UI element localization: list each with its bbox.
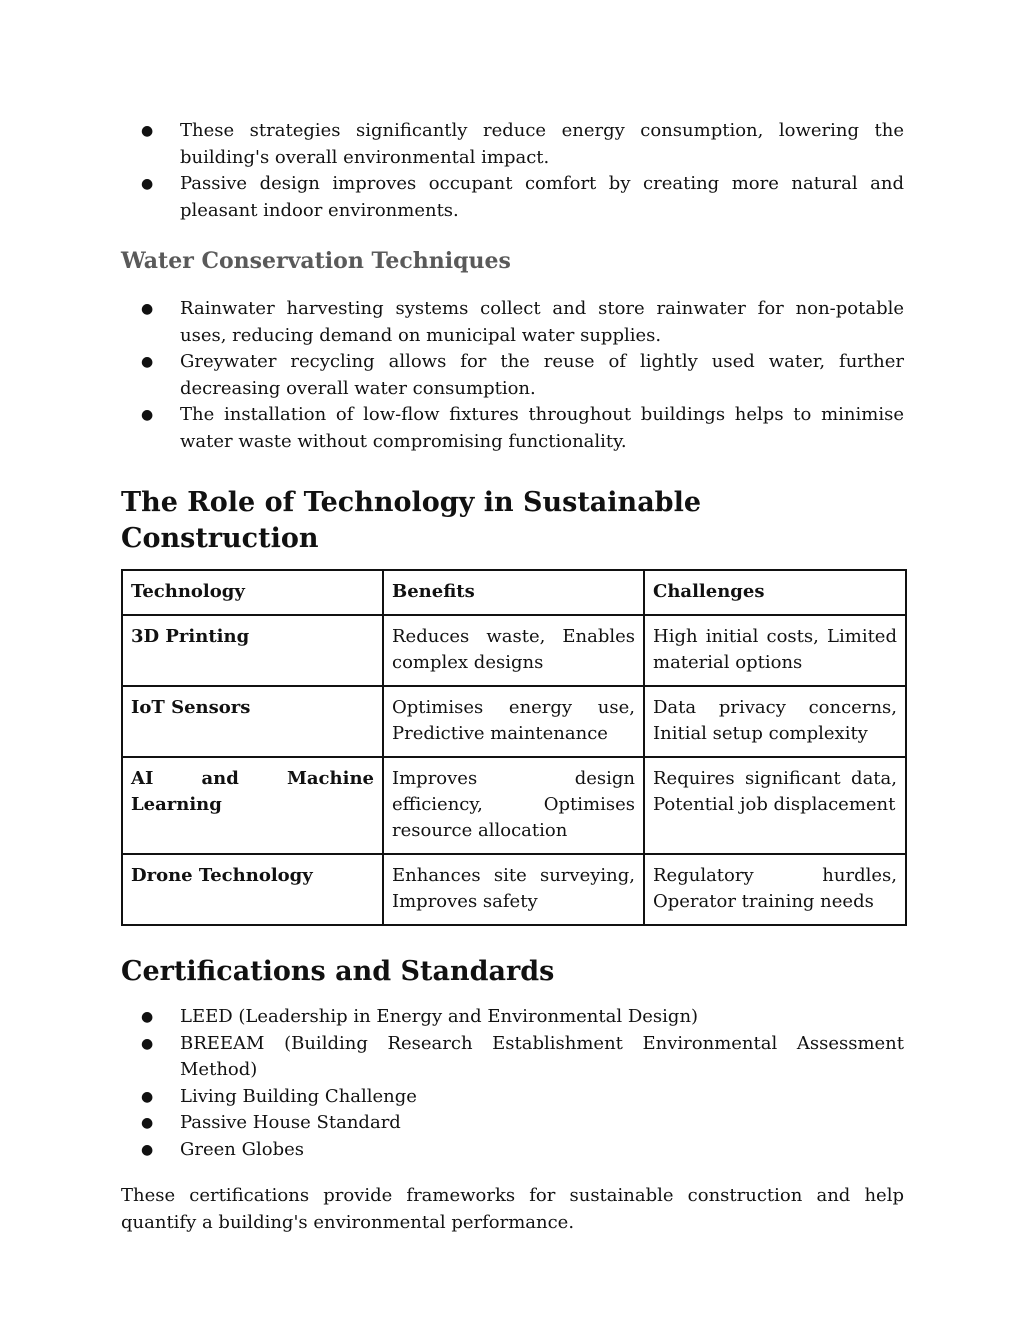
technology-table <box>121 569 907 926</box>
table-header-cell: Challenges <box>644 570 906 615</box>
table-header-row <box>122 570 906 615</box>
list-item: ● BREEAM (Building Research Establishment Environmental Assessment Method) <box>141 1032 904 1080</box>
table-header-cell: Technology <box>122 570 383 615</box>
technology-cell: IoT Sensors <box>122 686 383 757</box>
benefits-cell: Improves design efficiency, Optimises resource allocation <box>383 757 644 854</box>
bullet-icon: ● <box>141 123 154 139</box>
bullet-icon: ● <box>141 407 154 423</box>
bullet-icon: ● <box>141 301 154 317</box>
water-bullet-list <box>121 296 904 455</box>
list-item: ● LEED (Leadership in Energy and Environmental Design) <box>121 1004 904 1031</box>
technology-cell: AI and Machine Learning <box>122 757 383 854</box>
water-section-heading: Water Conservation Techniques <box>121 248 511 274</box>
benefits-cell: Optimises energy use, Predictive maintenance <box>383 686 644 757</box>
intro-bullet-list <box>121 118 904 224</box>
benefits-cell: Enhances site surveying, Improves safety <box>383 854 644 925</box>
list-item: ● The installation of low-flow fixtures throughout buildings helps to minimise water waste without compromising functionality. <box>141 404 904 452</box>
table-row <box>122 854 906 925</box>
bullet-icon: ● <box>141 1035 154 1052</box>
table-row <box>122 686 906 757</box>
benefits-cell: Reduces waste, Enables complex designs <box>383 615 644 686</box>
bullet-icon: ● <box>141 176 154 192</box>
list-item: ● Greywater recycling allows for the reuse of lightly used water, further decreasing overall water consumption. <box>141 351 904 399</box>
list-item: ● Living Building Challenge <box>121 1084 904 1111</box>
table-row <box>122 757 906 854</box>
document-page <box>121 118 904 1236</box>
technology-cell: 3D Printing <box>122 615 383 686</box>
technology-section-heading: The Role of Technology in Sustainable Construction <box>121 487 701 554</box>
list-item: ● These strategies significantly reduce energy consumption, lowering the building's overall environmental impact. <box>141 120 904 168</box>
list-item: ● Passive design improves occupant comfort by creating more natural and pleasant indoor environments. <box>141 173 904 221</box>
table-row <box>122 615 906 686</box>
list-item: ● Rainwater harvesting systems collect and store rainwater for non-potable uses, reducing demand on municipal water supplies. <box>141 298 904 346</box>
table-header-cell: Benefits <box>383 570 644 615</box>
list-item: ● Passive House Standard <box>121 1110 904 1137</box>
bullet-icon: ● <box>141 1141 154 1158</box>
bullet-icon: ● <box>141 1115 154 1131</box>
list-item: ● Green Globes <box>121 1137 904 1164</box>
bullet-icon: ● <box>141 1088 154 1105</box>
challenges-cell: Regulatory hurdles, Operator training needs <box>644 854 906 925</box>
challenges-cell: Data privacy concerns, Initial setup complexity <box>644 686 906 757</box>
bullet-icon: ● <box>141 1009 154 1025</box>
closing-paragraph: These certifications provide frameworks for sustainable construction and help quantify a building's environmental performance. <box>121 1185 904 1233</box>
challenges-cell: Requires significant data, Potential job displacement <box>644 757 906 854</box>
challenges-cell: High initial costs, Limited material options <box>644 615 906 686</box>
certifications-bullet-list <box>121 1004 904 1163</box>
technology-cell: Drone Technology <box>122 854 383 925</box>
bullet-icon: ● <box>141 354 154 370</box>
certifications-section-heading: Certifications and Standards <box>121 956 555 987</box>
